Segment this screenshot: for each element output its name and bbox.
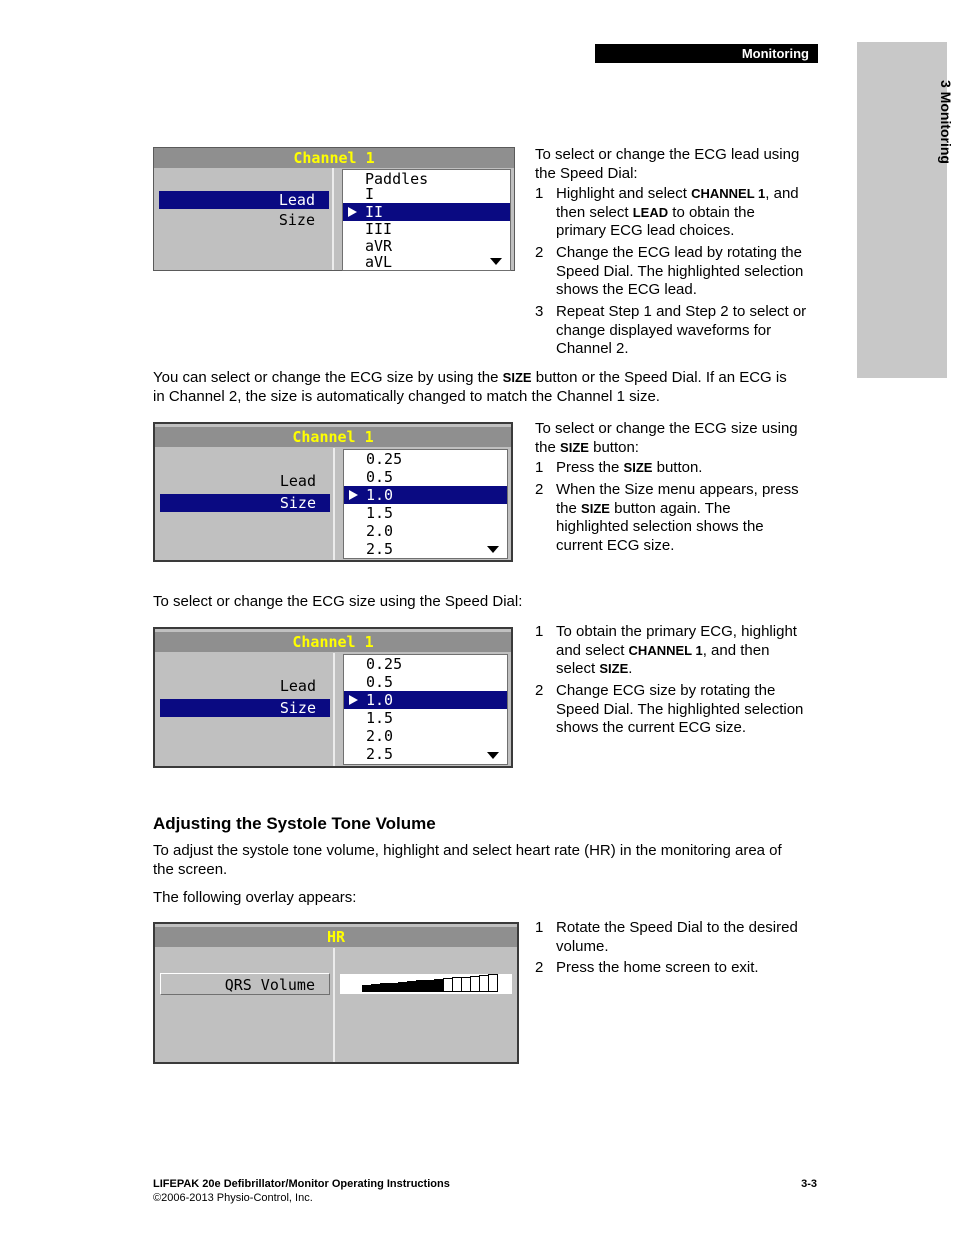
menu-label-lead[interactable]: Lead xyxy=(279,472,316,490)
list-item[interactable]: 0.5 xyxy=(366,673,394,691)
list-item[interactable]: 1.5 xyxy=(366,504,394,522)
step-body: To obtain the primary ECG, highlight and select CHANNEL 1, and then select SIZE. xyxy=(556,623,797,678)
intro-line: To select or change the ECG lead using xyxy=(535,146,800,163)
step-number: 2 xyxy=(535,682,544,699)
list-item-selected[interactable] xyxy=(343,203,510,221)
selection-pointer-icon xyxy=(349,695,358,705)
menu-label-size[interactable]: Size xyxy=(160,494,330,512)
hr-overlay-screen xyxy=(153,922,519,1064)
step-number: 2 xyxy=(535,959,544,976)
page-number: 3-3 xyxy=(801,1178,817,1190)
size-button-intro: To select or change the ECG size using the SIZE button: xyxy=(535,420,798,456)
volume-step-1 xyxy=(535,919,825,957)
list-item-selected[interactable] xyxy=(344,486,507,504)
list-item[interactable]: 1.5 xyxy=(366,709,394,727)
scroll-down-arrow-icon[interactable] xyxy=(487,752,499,759)
lead-step-1 xyxy=(535,185,825,241)
menu-label-qrs-volume[interactable]: QRS Volume xyxy=(160,973,330,995)
list-item-label: 1.0 xyxy=(366,486,394,504)
overlay-intro: The following overlay appears: xyxy=(153,889,357,906)
section-heading: Adjusting the Systole Tone Volume xyxy=(153,814,436,833)
step-number: 1 xyxy=(535,185,544,202)
list-item[interactable]: 2.5 xyxy=(366,745,394,763)
menu-label-size[interactable]: Size xyxy=(278,211,315,229)
menu-labels-pane xyxy=(155,653,335,766)
volume-step-2 xyxy=(535,959,825,979)
lead-options-list[interactable] xyxy=(342,169,511,271)
scroll-down-arrow-icon[interactable] xyxy=(487,546,499,553)
lead-step-2 xyxy=(535,244,825,300)
lead-menu-screen xyxy=(153,147,515,271)
step-body: Highlight and select CHANNEL 1, and then select LEAD to obtain the primary ECG lead choices. xyxy=(556,185,799,240)
step-number: 2 xyxy=(535,244,544,261)
menu-labels-pane xyxy=(155,948,335,1062)
footer-copyright: ©2006-2013 Physio-Control, Inc. xyxy=(153,1192,313,1204)
speed-dial-step-1 xyxy=(535,623,825,679)
menu-labels-pane xyxy=(154,168,334,270)
step-number: 1 xyxy=(535,623,544,640)
step-body: Press the SIZE button. xyxy=(556,459,703,476)
size-menu-screen xyxy=(153,422,513,562)
chapter-side-tab xyxy=(857,42,954,378)
step-body: Press the home screen to exit. xyxy=(556,959,759,976)
chapter-tab-label: 3 Monitoring xyxy=(938,80,954,164)
list-item[interactable]: Paddles xyxy=(365,170,429,188)
list-item-selected[interactable] xyxy=(344,691,507,709)
step-body: Rotate the Speed Dial to the desired volume. xyxy=(556,919,798,955)
size-intro-paragraph: You can select or change the ECG size by using the SIZE button or the Speed Dial. If an ECG is in Channel 2, the size is automatically changed to match the Channel 1 size. xyxy=(153,369,787,405)
selection-pointer-icon xyxy=(348,207,357,217)
list-item[interactable]: aVR xyxy=(365,237,393,255)
list-item[interactable]: 0.25 xyxy=(366,655,403,673)
speed-dial-step-2 xyxy=(535,682,825,738)
list-item-label: II xyxy=(365,203,384,221)
menu-label-lead[interactable]: Lead xyxy=(159,191,329,209)
screen-title: Channel 1 xyxy=(155,427,511,447)
list-item[interactable]: III xyxy=(365,220,393,238)
screen-title: Channel 1 xyxy=(155,632,511,652)
size-options-list[interactable] xyxy=(343,449,508,559)
list-item-label: 1.0 xyxy=(366,691,394,709)
section-header-bar xyxy=(595,44,818,63)
size-dial-screen xyxy=(153,627,513,768)
step-body: Change ECG size by rotating the Speed Dial. The highlighted selection shows the current ECG size. xyxy=(556,682,804,737)
lead-instructions-intro xyxy=(535,146,825,183)
size-button-step-1 xyxy=(535,459,825,479)
step-body: When the Size menu appears, press the SIZE button again. The highlighted selection shows the current ECG size. xyxy=(556,481,799,554)
section-header-label: Monitoring xyxy=(741,46,809,61)
step-number: 1 xyxy=(535,459,544,476)
step-body: Repeat Step 1 and Step 2 to select or change displayed waveforms for Channel 2. xyxy=(556,303,807,358)
step-number: 2 xyxy=(535,481,544,498)
list-item[interactable]: 0.5 xyxy=(366,468,394,486)
list-item[interactable]: 2.0 xyxy=(366,727,394,745)
selection-pointer-icon xyxy=(349,490,358,500)
step-number: 1 xyxy=(535,919,544,936)
lead-step-3 xyxy=(535,303,825,359)
menu-label-lead[interactable]: Lead xyxy=(279,677,316,695)
menu-label-size[interactable]: Size xyxy=(160,699,330,717)
scroll-down-arrow-icon[interactable] xyxy=(490,258,502,265)
list-item[interactable]: aVL xyxy=(365,253,393,271)
intro-line: the Speed Dial: xyxy=(535,164,638,182)
footer-title: LIFEPAK 20e Defibrillator/Monitor Operating Instructions xyxy=(153,1178,450,1190)
speed-dial-intro: To select or change the ECG size using the Speed Dial: xyxy=(153,593,523,610)
size-options-list[interactable] xyxy=(343,654,508,765)
step-body: Change the ECG lead by rotating the Speed Dial. The highlighted selection shows the ECG lead. xyxy=(556,244,804,299)
screen-title: Channel 1 xyxy=(154,148,514,168)
volume-segment xyxy=(488,974,498,992)
systole-paragraph: To adjust the systole tone volume, highlight and select heart rate (HR) in the monitoring area of the screen. xyxy=(153,842,782,878)
list-item[interactable]: 2.5 xyxy=(366,540,394,558)
screen-title: HR xyxy=(155,927,517,947)
step-number: 3 xyxy=(535,303,544,320)
list-item[interactable]: 0.25 xyxy=(366,450,403,468)
list-item[interactable]: I xyxy=(365,185,375,203)
size-button-step-2 xyxy=(535,481,825,557)
list-item[interactable]: 2.0 xyxy=(366,522,394,540)
menu-labels-pane xyxy=(155,448,335,560)
